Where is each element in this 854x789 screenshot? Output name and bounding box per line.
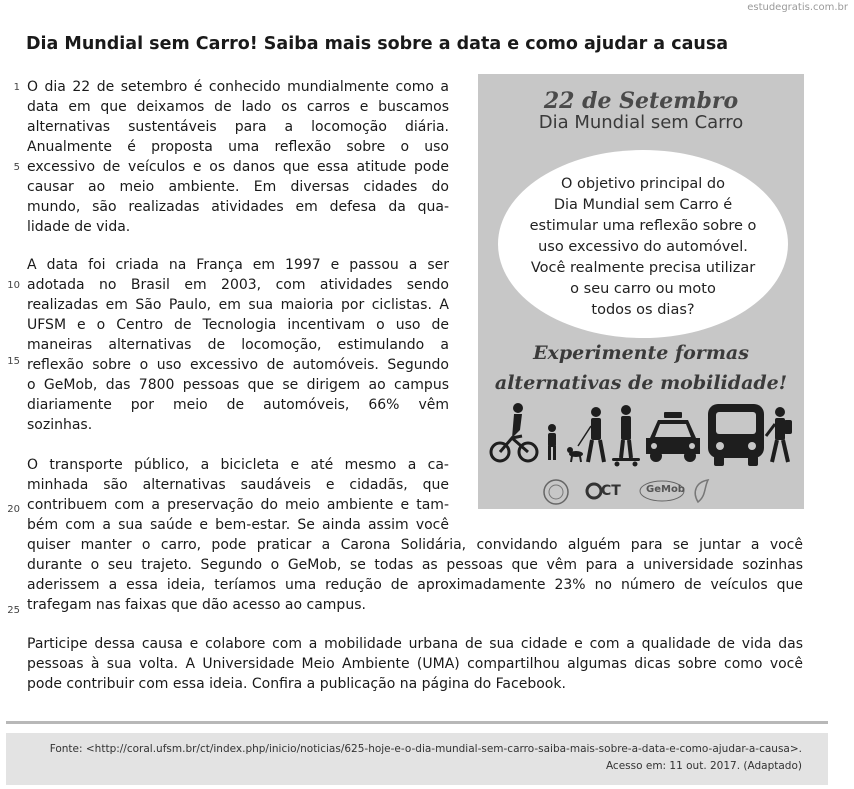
source-url: Fonte: <http://coral.ufsm.br/ct/index.php/inicio/noticias/625-hoje-e-o-dia-mundial-sem-carro-saiba-mais-sobre-a-data-e-como-ajudar-a-causa>. xyxy=(49,743,802,755)
text-line: Participe dessa causa e colabore com a mobilidade urbana de sua cidade e com a qualidade de vida das xyxy=(27,636,803,652)
text-line: Anualmente é proposta uma reflexão sobre o uso xyxy=(27,139,449,155)
text-line: realizadas em São Paulo, em sua maioria por ciclistas. A xyxy=(27,297,449,313)
text-line: pessoas à sua volta. A Universidade Meio Ambiente (UMA) compartilhou algumas dicas sobre como você xyxy=(27,656,803,672)
poster-date: 22 de Setembro xyxy=(543,88,739,114)
site-watermark: estudegratis.com.br xyxy=(747,2,848,13)
text-line: bém com a sua saúde e bem-estar. Se ainda assim você xyxy=(27,517,449,533)
gemob-logo-text: GeMob xyxy=(646,484,685,495)
bubble-line: Dia Mundial sem Carro é xyxy=(553,197,733,213)
text-line: trafegam nas faixas que dão acesso ao campus. xyxy=(27,597,366,613)
text-line: O transporte público, a bicicleta e até mesmo a ca- xyxy=(27,457,449,473)
text-line: sozinhas. xyxy=(27,417,93,433)
text-line: data em que deixamos de lado os carros e buscamos xyxy=(27,99,449,115)
text-line: A data foi criada na França em 1997 e passou a ser xyxy=(27,257,449,273)
text-line: maneiras alternativas de locomoção, estimulando a xyxy=(27,337,449,353)
bubble-line: o seu carro ou moto xyxy=(570,281,716,297)
text-line: durante o seu trajeto. Segundo o GeMob, se todas as pessoas que vêm para a universidade sozinhas xyxy=(27,557,803,573)
bubble-text xyxy=(498,174,788,321)
line-number: 15 xyxy=(7,356,20,367)
university-seal-icon xyxy=(544,480,568,504)
text-line: quiser manter o carro, pode praticar a Carona Solidária, convidando alguém para se juntar a você xyxy=(27,537,803,553)
text-line: excessivo de veículos e os danos que essa atitude pode xyxy=(27,159,449,175)
taxi-icon xyxy=(646,412,700,462)
line-number: 5 xyxy=(13,162,20,173)
text-line: aderissem a essa ideia, teríamos uma redução de aproximadamente 23% no número de veículos que xyxy=(27,577,803,593)
text-line: diariamente por meio de automóveis, 66% vêm xyxy=(27,397,449,413)
hiker-icon xyxy=(766,407,792,462)
cyclist-icon xyxy=(491,403,537,461)
poster-slogan xyxy=(478,338,804,398)
person-walking-dog-icon xyxy=(567,407,604,462)
ct-logo-text: CT xyxy=(601,483,621,499)
logo-marks xyxy=(478,474,804,508)
text-line: O dia 22 de setembro é conhecido mundialmente como a xyxy=(27,79,449,95)
bus-icon xyxy=(708,404,764,466)
leaf-logo-icon xyxy=(695,480,708,502)
skateboarder-icon xyxy=(612,405,640,467)
logos-row xyxy=(478,474,804,508)
slogan-line: alternativas de mobilidade! xyxy=(494,372,788,394)
text-line: minhada são alternativas saudáveis e cidadãs, que xyxy=(27,477,449,493)
bubble-line: Você realmente precisa utilizar xyxy=(530,260,756,276)
bubble-line: estimular uma reflexão sobre o xyxy=(529,218,757,234)
line-number: 1 xyxy=(13,82,20,93)
divider xyxy=(6,721,828,724)
text-line: causar ao meio ambiente. Em diversas cidades do xyxy=(27,179,449,195)
text-line: o GeMob, das 7800 pessoas que se dirigem ao campus xyxy=(27,377,449,393)
campaign-poster xyxy=(478,74,804,509)
text-line: UFSM e o Centro de Tecnologia incentivam o uso de xyxy=(27,317,449,333)
poster-heading: Dia Mundial sem Carro xyxy=(538,112,744,133)
text-line: pode contribuir com essa ideia. Confira a publicação na página do Facebook. xyxy=(27,676,566,692)
text-line: alternativas sustentáveis para a locomoção diária. xyxy=(27,119,449,135)
walking-child-icon xyxy=(548,424,556,460)
text-line: reflexão sobre o uso excessivo de automóveis. Segundo xyxy=(27,357,449,373)
text-line: mundo, são realizadas atividades em defesa da qua- xyxy=(27,199,449,215)
text-line: adotada no Brasil em 2003, com atividades sendo xyxy=(27,277,449,293)
slogan-line: Experimente formas xyxy=(533,342,749,364)
line-number: 25 xyxy=(7,605,20,616)
source-box xyxy=(6,733,828,785)
ct-logo-icon xyxy=(587,484,601,498)
text-line: contribuem com a preservação do meio ambiente e tam- xyxy=(27,497,449,513)
bubble-line: O objetivo principal do xyxy=(560,176,725,192)
article-title: Dia Mundial sem Carro! Saiba mais sobre a data e como ajudar a causa xyxy=(26,34,729,54)
bubble-line: todos os dias? xyxy=(591,302,695,318)
line-number: 10 xyxy=(7,280,20,291)
mobility-icons xyxy=(478,400,804,472)
text-line: lidade de vida. xyxy=(27,219,131,235)
line-number: 20 xyxy=(7,504,20,515)
bubble-line: uso excessivo do automóvel. xyxy=(538,239,748,255)
source-access-date: Acesso em: 11 out. 2017. (Adaptado) xyxy=(605,760,802,772)
